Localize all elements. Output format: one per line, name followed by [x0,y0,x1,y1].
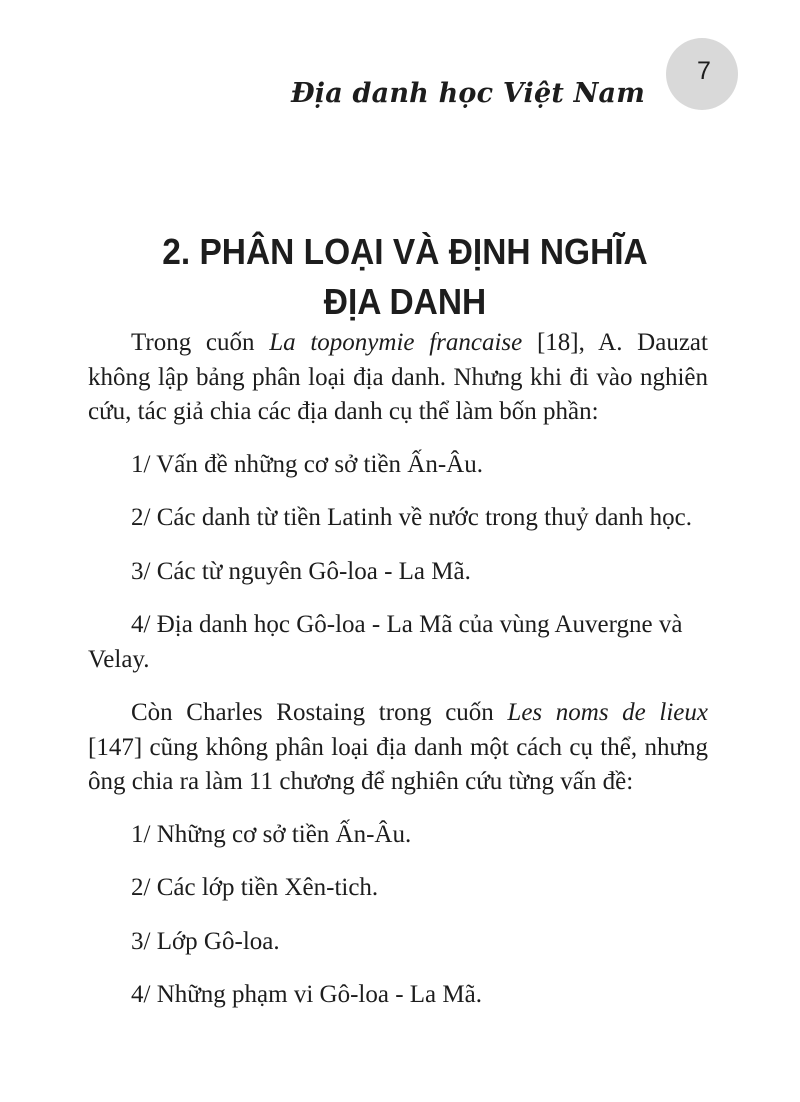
paragraph-dauzat-lead: Trong cuốn [131,329,270,356]
paragraph-dauzat-rest: [18], A. Dauzat không lập bảng phân loại địa danh. Nhưng khi đi vào nghiên cứu, tác giả chia các địa danh cụ thể làm bốn phần: [88,329,708,425]
running-header-title: Địa danh học Việt Nam [291,78,645,109]
list-item: 3/ Các từ nguyên Gô-loa - La Mã. [131,557,471,585]
section-title-line-2: ĐỊA DANH [323,281,487,322]
page-number-badge [666,38,738,110]
paragraph-rostaing-lead: Còn Charles Rostaing trong cuốn [131,699,508,726]
paragraph-rostaing-rest: [147] cũng không phân loại địa danh một cách cụ thể, nhưng ông chia ra làm 11 chương để nghiên cứu từng vấn đề: [88,733,708,795]
section-title-line-1: 2. PHÂN LOẠI VÀ ĐỊNH NGHĨA [162,231,648,272]
book-title-les-noms-de-lieux: Les noms de lieux [507,699,708,726]
page-number: 7 [697,56,711,85]
list-item: 1/ Những cơ sở tiền Ấn-Âu. [131,820,412,848]
body-text [88,326,708,1013]
list-item: 3/ Lớp Gô-loa. [131,927,280,955]
list-item: 4/ Địa danh học Gô-loa - La Mã của vùng Auvergne và Velay. [88,611,683,673]
list-item: 2/ Các lớp tiền Xên-tich. [131,874,379,901]
section-title [121,227,688,327]
list-item: 4/ Những phạm vi Gô-loa - La Mã. [131,981,482,1008]
book-title-la-toponymie: La toponymie francaise [269,329,523,356]
paragraph-dauzat [88,326,708,430]
list-item: 1/ Vấn đề những cơ sở tiền Ấn-Âu. [131,450,483,478]
list-item: 2/ Các danh từ tiền Latinh về nước trong thuỷ danh học. [131,504,693,531]
paragraph-rostaing [88,696,708,800]
